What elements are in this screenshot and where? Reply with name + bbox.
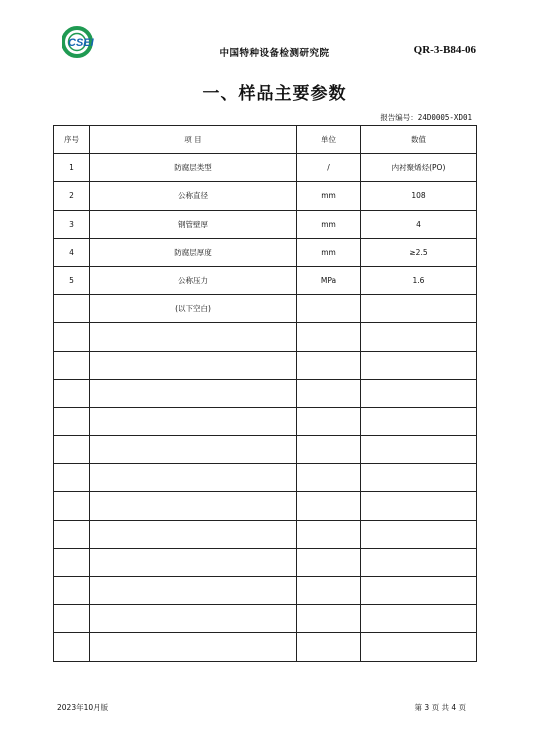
cell-unit (297, 351, 361, 379)
cell-index (54, 577, 90, 605)
cell-unit (297, 295, 361, 323)
cell-value (361, 548, 477, 576)
table-row (54, 323, 477, 351)
organization-name: 中国特种设备检测研究院 (219, 48, 330, 59)
cell-unit (297, 379, 361, 407)
cell-value (361, 295, 477, 323)
column-header-value: 数值 (361, 126, 477, 154)
cell-index (54, 407, 90, 435)
cell-item (90, 464, 297, 492)
cell-value (361, 407, 477, 435)
cell-item: 公称直径 (90, 182, 297, 210)
cell-index: 5 (54, 266, 90, 294)
table-header-row (54, 126, 477, 154)
cell-unit (297, 633, 361, 661)
cell-value (361, 633, 477, 661)
cell-index (54, 436, 90, 464)
cell-value (361, 577, 477, 605)
cell-value: 4 (361, 210, 477, 238)
cell-index (54, 351, 90, 379)
cell-index (54, 379, 90, 407)
cell-item (90, 577, 297, 605)
cell-index (54, 464, 90, 492)
cell-value (361, 464, 477, 492)
cell-item (90, 436, 297, 464)
cell-index (54, 605, 90, 633)
table-row (54, 154, 477, 182)
table-row (54, 351, 477, 379)
cell-unit (297, 548, 361, 576)
cell-index (54, 323, 90, 351)
cell-item (90, 323, 297, 351)
table-row (54, 295, 477, 323)
column-header-index: 序号 (54, 126, 90, 154)
cell-index (54, 520, 90, 548)
cell-item: 钢管壁厚 (90, 210, 297, 238)
cell-unit: mm (297, 182, 361, 210)
table-row (54, 238, 477, 266)
cell-index: 3 (54, 210, 90, 238)
column-header-unit: 单位 (297, 126, 361, 154)
cell-item (90, 379, 297, 407)
document-code: QR-3-B84-06 (413, 44, 476, 56)
cell-unit (297, 520, 361, 548)
cell-item (90, 605, 297, 633)
logo-text: CSEI (68, 37, 94, 49)
cell-unit (297, 605, 361, 633)
cell-item (90, 492, 297, 520)
cell-value (361, 323, 477, 351)
cell-unit (297, 492, 361, 520)
cell-unit (297, 323, 361, 351)
cell-index: 1 (54, 154, 90, 182)
cell-value (361, 605, 477, 633)
cell-unit (297, 577, 361, 605)
cell-index: 4 (54, 238, 90, 266)
column-header-item: 项 目 (90, 126, 297, 154)
edition-label: 2023年10月版 (57, 703, 109, 712)
cell-index (54, 492, 90, 520)
table-row (54, 436, 477, 464)
cell-item: 公称压力 (90, 266, 297, 294)
table-row (54, 633, 477, 661)
cell-item (90, 548, 297, 576)
table-body (54, 154, 477, 661)
table-row (54, 379, 477, 407)
table-row (54, 520, 477, 548)
page-number: 第 3 页 共 4 页 (414, 703, 466, 712)
cell-unit (297, 464, 361, 492)
cell-value (361, 520, 477, 548)
table-row (54, 492, 477, 520)
cell-value (361, 492, 477, 520)
cell-unit: mm (297, 210, 361, 238)
cell-index: 2 (54, 182, 90, 210)
cell-value (361, 379, 477, 407)
cell-value (361, 436, 477, 464)
cell-item (90, 520, 297, 548)
table-row (54, 182, 477, 210)
cell-unit: / (297, 154, 361, 182)
cell-unit (297, 407, 361, 435)
cell-item: 防腐层类型 (90, 154, 297, 182)
table-row (54, 548, 477, 576)
cell-value: ≥2.5 (361, 238, 477, 266)
parameters-table (53, 125, 477, 662)
table-row (54, 464, 477, 492)
cell-item (90, 351, 297, 379)
table-row (54, 577, 477, 605)
table-row (54, 210, 477, 238)
cell-value: 内衬聚烯烃(PO) (361, 154, 477, 182)
cell-item: 防腐层厚度 (90, 238, 297, 266)
cell-value: 108 (361, 182, 477, 210)
report-number: 报告编号：24D0005-XD01 (380, 113, 472, 122)
cell-unit: mm (297, 238, 361, 266)
table-row (54, 605, 477, 633)
cell-value: 1.6 (361, 266, 477, 294)
cell-value (361, 351, 477, 379)
cell-unit: MPa (297, 266, 361, 294)
cell-item (90, 633, 297, 661)
cell-index (54, 633, 90, 661)
cell-item (90, 407, 297, 435)
table-row (54, 407, 477, 435)
cell-index (54, 548, 90, 576)
cell-index (54, 295, 90, 323)
table-row (54, 266, 477, 294)
page-title: 一、样品主要参数 (202, 84, 347, 104)
cell-item: (以下空白) (90, 295, 297, 323)
cell-unit (297, 436, 361, 464)
